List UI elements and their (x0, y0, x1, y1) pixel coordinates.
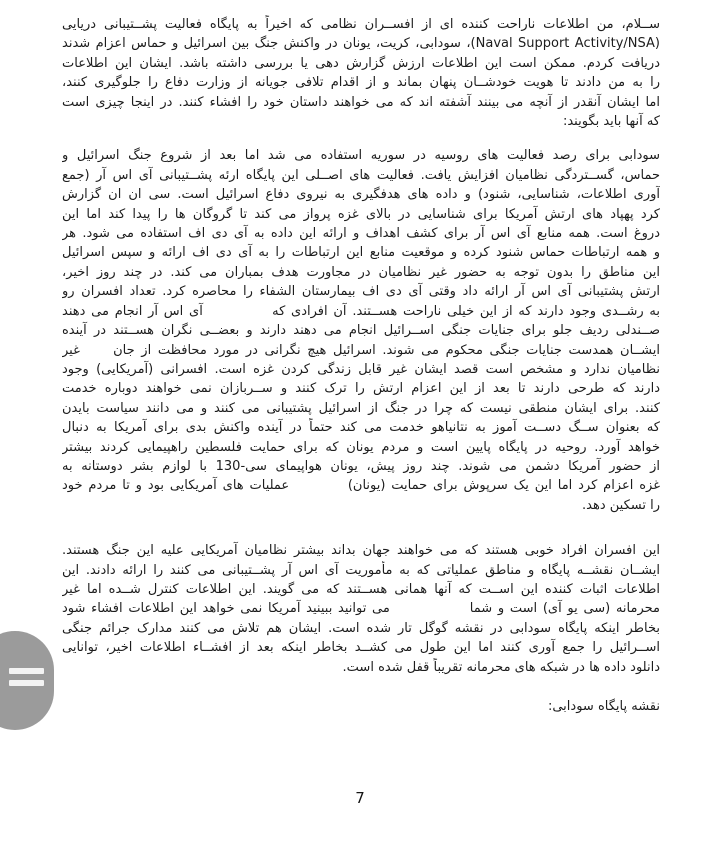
menu-icon-bar (9, 680, 44, 686)
text-line: را به من دادند تا هویت خودشــان پنهان بماند و از اقدام تلافی جویانه از وزارت دفاع را جلوگیری کنند، (62, 75, 660, 91)
text-line: و همه ارتباطات حماس شنود کرده و موقعیت منابع این ارتباطات را به آی دی اف ارائه و سپس اسرائیل (62, 245, 660, 261)
document-body (62, 15, 660, 716)
text-line: ســلام، من اطلاعات ناراحت کننده ای از افســران نظامی که اخیراً به پایگاه فعالیت پشــتیبانی دریایی (62, 17, 660, 32)
text-line: این افسران افراد خوبی هستند که می خواهند جهان بداند بیشتر نظامیان آمریکایی علیه این جنگ هستند. (62, 543, 660, 559)
text-line: غزه اعزام کرد اما این یک سرپوش برای حمایت (یونان) عملیات های آمریکایی بود و تا مردم خود (62, 478, 660, 494)
text-line: دانلود داده ها در شبکه های محرمانه تقریباً قفل شده است. (342, 659, 660, 675)
paragraph (62, 697, 660, 716)
text-line: (Naval Support Activity/NSA)، سودابی، کریت، یونان در واکنش جنگ بین اسرائیل و حماس اعزام شدند (62, 36, 660, 52)
text-line: اطلاعات اثبات کننده این اســت که آنها همانی هســتند که می گویند. این اطلاعات کنترل شــده اما غیر (62, 581, 660, 597)
paragraph (62, 15, 660, 131)
text-line: نقشه پایگاه سودابی: (547, 699, 660, 714)
text-line: را تسکین دهد. (582, 497, 660, 513)
text-line: حماس، گســتردگی نظامیان افزایش یافت. فعالیت های اصــلی این پایگاه ارئه پشــتیبانی آی اس آر (جمع (62, 167, 660, 183)
text-line: این مناطق را بدون توجه به حضور غیر نظامیان در مجاورت هدف بمباران می کند. در چند روز اخیر، (62, 264, 660, 280)
text-line: آوری اطلاعات، شناسایی، شنود) و داده های هدفگیری به نیروی دفاع اسرائیل است. سی ان ان گزارش (62, 187, 660, 203)
hamburger-menu-icon (9, 668, 44, 686)
text-line: دریافت کردم. ممکن است این اطلاعات ارزش گزارش دهی یا بررسی داشته باشد. ایشان این اطلاعات (62, 55, 660, 71)
text-line: به رشــدی وجود دارند که از این خیلی ناراحت هســتند. آن افرادی که آی اس آر انجام می دهند (62, 303, 660, 319)
menu-icon-bar (9, 668, 44, 674)
text-line: محرمانه (سی یو آی) است و شما می توانید ببینید آمریکا نمی خواهد این اطلاعات افشاء شود (62, 601, 660, 617)
text-line: ایشــان همدست جنایات جنگی محکوم می شوند. اسرائیل هیچ نگرانی در مورد محافظت از جان غیر (62, 342, 660, 358)
text-line: اما ایشان آنقدر از آنچه می بینند آشفته اند که می خواهند داستان خود را افشاء کنند. در اینجا چیزی است (62, 94, 660, 110)
text-line: دارند که طرحی دارند تا بعد از این اعزام ارتش را ترک کنند و ســربازان نمی خواهند دوباره خدمت (62, 381, 660, 397)
text-line: اســرائیل را جمع آوری کنند اما این طول می کشــد بخاطر اینکه بعد از افشــاء اطلاعات اخیر، توانایی (62, 640, 660, 656)
text-line: از حضور آمریکا دشمن می شوند. چند روز پیش، یونان هواپیمای سی-130 با لوازم بشر دوستانه به (62, 458, 660, 474)
text-line: کرد پهپاد های ارتش آمریکا برای شناسایی در بالای غزه پرواز می کند تا گروگان ها را پیدا کند اما این (62, 206, 660, 222)
menu-tab-button[interactable] (0, 631, 54, 730)
paragraph (62, 146, 660, 515)
text-line: نظامیان ندارد و مشخص است قصد ایشان غیر قابل زندگی کردن غزه است. افسرانی (آمریکایی) وجود (62, 361, 660, 377)
text-line: که بعنوان ســگ دســت آموز به نتانیاهو خدمت می کند حتماً در آینده واکنش بدی برای آمریکا به دنبال (62, 420, 660, 436)
page-number: 7 (355, 789, 365, 807)
paragraph (62, 541, 660, 677)
text-line: ایشــان نقشــه پایگاه و مناطق عملیاتی که به مأموریت آی اس آر پشــتیبانی می کنند را ارائه دادند. این (62, 562, 660, 578)
text-line: که آنها باید بگویند: (562, 114, 660, 130)
text-line: دروغ است. همه منابع آی اس آر برای کشف اهداف و ارائه این داده به آی دی اف استفاده می شود. هر (62, 226, 660, 242)
text-line: صــندلی ردیف جلو برای جنایات جنگی اســرائیل انجام می دهند دارند و بعضــی نگران هســتند در آینده (62, 323, 660, 339)
text-line: سودابی برای رصد فعالیت های روسیه در سوریه استفاده می شد اما بعد از شروع جنگ اسرائیل و (62, 148, 660, 164)
text-line: ارتش پشتیبانی آی اس آر ارائه داد وقتی آی دی اف بیمارستان الشفاء را محاصره کرد. تعداد افسران رو (62, 284, 660, 300)
text-line: خواهد آورد. روحیه در پایگاه پایین است و مردم یونان که برای حمایت فلسطین راهپیمایی کردند بیشتر (62, 439, 660, 455)
text-line: کنند. برای ایشان منطقی نیست که چرا در جنگ از اسرائیل پشتیبانی می کنند و می دانند سیاست بایدن (62, 400, 660, 416)
text-line: بخاطر اینکه پایگاه سودابی در نقشه گوگل تار شده است. ایشان هم تلاش می کنند مدارک جرائم جنگی (62, 620, 660, 636)
